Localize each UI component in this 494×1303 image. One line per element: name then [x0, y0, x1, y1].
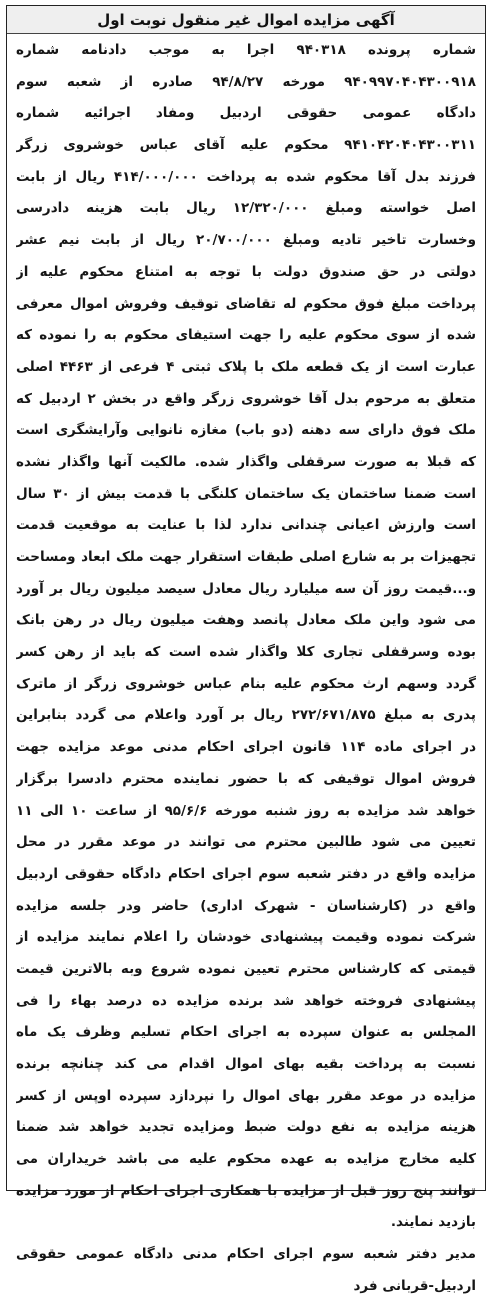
- notice-line: فروش اموال توقیفی که با حضور نماینده محترم دادسرا برگزار: [16, 770, 476, 787]
- notice-line: فرزند بدل آقا محکوم شده به پرداخت ۴۱۴/۰۰۰/۰۰۰ ریال از بابت: [16, 168, 476, 185]
- notice-title-bar: [7, 6, 485, 34]
- notice-line: شماره پرونده ۹۴۰۳۱۸ اجرا به موجب دادنامه شماره: [16, 42, 476, 58]
- notice-line: المجلس به عنوان سپرده به اجرای احکام تسلیم وظرف یک ماه: [16, 1024, 476, 1041]
- notice-line: در اجرای ماده ۱۱۴ قانون اجرای احکام مدنی موعد مزایده جهت: [16, 739, 476, 756]
- notice-line: ۹۴۱۰۴۲۰۴۰۴۳۰۰۳۱۱ محکوم علیه آقای عباس خوشروی زرگر: [16, 137, 476, 154]
- notice-line: عبارت است از یک قطعه ملک با پلاک ثبتی ۴ فرعی از ۴۴۶۳ اصلی: [16, 358, 476, 375]
- notice-line: شده از سوی محکوم علیه را جهت استیفای محکوم به را نموده که: [16, 327, 476, 344]
- notice-line: نسبت به پرداخت بقیه بهای اموال اقدام می کند چنانچه برنده: [16, 1056, 476, 1072]
- notice-line: پیشنهادی فروخته خواهد شد برنده مزایده ده درصد بهاء را فی: [16, 992, 476, 1009]
- notice-line: ۹۴۰۹۹۷۰۴۰۴۳۰۰۹۱۸ مورخه ۹۴/۸/۲۷ صادره از شعبه سوم: [16, 73, 476, 90]
- notice-line: اصل خواسته ومبلغ ۱۲/۳۲۰/۰۰۰ ریال بابت هزینه دادرسی: [16, 200, 476, 217]
- notice-line: پدری به مبلغ ۲۷۲/۶۷۱/۸۷۵ ریال بر آورد واعلام می گردد بنابراین: [16, 707, 476, 724]
- notice-line: که قبلا به صورت سرقفلی واگذار شده. مالکیت آنها واگذار نشده: [16, 453, 476, 470]
- signature-line: مدیر دفتر شعبه سوم اجرای احکام مدنی دادگاه عمومی حقوقی: [16, 1246, 476, 1263]
- notice-line: کلیه مخارج مزایده به عهده محکوم علیه می باشد خریداران می: [16, 1151, 476, 1168]
- notice-line: و...قیمت روز آن سه میلیارد ریال معادل سیصد میلیون ریال بر آورد: [16, 580, 476, 597]
- notice-line: تعیین می شود طالبین محترم می توانند در موعد مقرر در محل: [16, 834, 476, 851]
- notice-title: آگهی مزایده اموال غیر منقول نوبت اول: [97, 10, 395, 29]
- notice-line: ملک فوق دارای سه دهنه (دو باب) مغازه نانوایی وآرایشگری است: [16, 422, 476, 439]
- notice-line: دادگاه عمومی حقوقی اردبیل ومفاد اجرائیه شماره: [16, 105, 476, 122]
- notice-line: مزایده در موعد مقرر بهای اموال را نپردازد سپرده اوپس از کسر: [16, 1087, 476, 1104]
- notice-line: گردد وسهم ارث محکوم علیه بنام عباس خوشروی زرگر از ماترک: [16, 675, 476, 692]
- notice-line: شرکت نموده وقیمت پیشنهادی خودشان را اعلام نمایند مزایده از: [16, 929, 476, 946]
- notice-line: هزینه مزایده به نفع دولت ضبط ومزایده تجدید خواهد شد ضمنا: [16, 1119, 476, 1136]
- notice-line: پرداخت مبلغ فوق محکوم له تقاضای توقیف وفروش اموال معرفی: [16, 295, 476, 312]
- notice-line: قیمتی که کارشناس محترم تعیین نموده شروع وبه بالاترین قیمت: [16, 960, 476, 977]
- notice-line: است ضمنا ساختمان یک ساختمان کلنگی با قدمت بیش از ۳۰ سال: [16, 485, 476, 502]
- notice-line: مزایده واقع در دفتر شعبه سوم اجرای احکام دادگاه حقوقی اردبیل: [16, 865, 476, 882]
- notice-line: دولتی در حق صندوق دولت با توجه به امتناع محکوم علیه از: [16, 263, 476, 280]
- notice-line: بازدید نمایند.: [390, 1214, 476, 1231]
- auction-notice: [6, 5, 486, 1294]
- notice-line: وخسارت تاخیر تادیه ومبلغ ۲۰/۷۰۰/۰۰۰ ریال از بابت نیم عشر: [16, 232, 476, 249]
- notice-line: است وارزش اعیانی چندانی ندارد لذا با عنایت به موقعیت قدمت: [16, 517, 476, 534]
- notice-line: بوده وسرقفلی تجاری کلا واگذار شده است که باید از رهن کسر: [16, 644, 476, 661]
- signature-line: اردبیل-قربانی فرد: [353, 1277, 476, 1294]
- notice-line: واقع در (کارشناسان - شهرک اداری) حاضر ودر جلسه مزایده: [16, 897, 476, 914]
- notice-line: خواهد شد مزایده به روز شنبه مورخه ۹۵/۶/۶ از ساعت ۱۰ الی ۱۱: [16, 802, 476, 819]
- notice-line: می شود واین ملک معادل پانصد وهفت میلیون ریال در رهن بانک: [16, 612, 476, 629]
- notice-line: تجهیزات بر به شارع اصلی طبقات استقرار جهت ملک ابعاد ومساحت: [16, 549, 476, 565]
- notice-body: [7, 34, 485, 1303]
- notice-line: متعلق به مرحوم بدل آقا خوشروی زرگر واقع در بخش ۲ اردبیل که: [16, 390, 476, 407]
- notice-line: توانند پنج روز قبل از مزایده با همکاری اجرای احکام از مورد مزایده: [16, 1182, 476, 1199]
